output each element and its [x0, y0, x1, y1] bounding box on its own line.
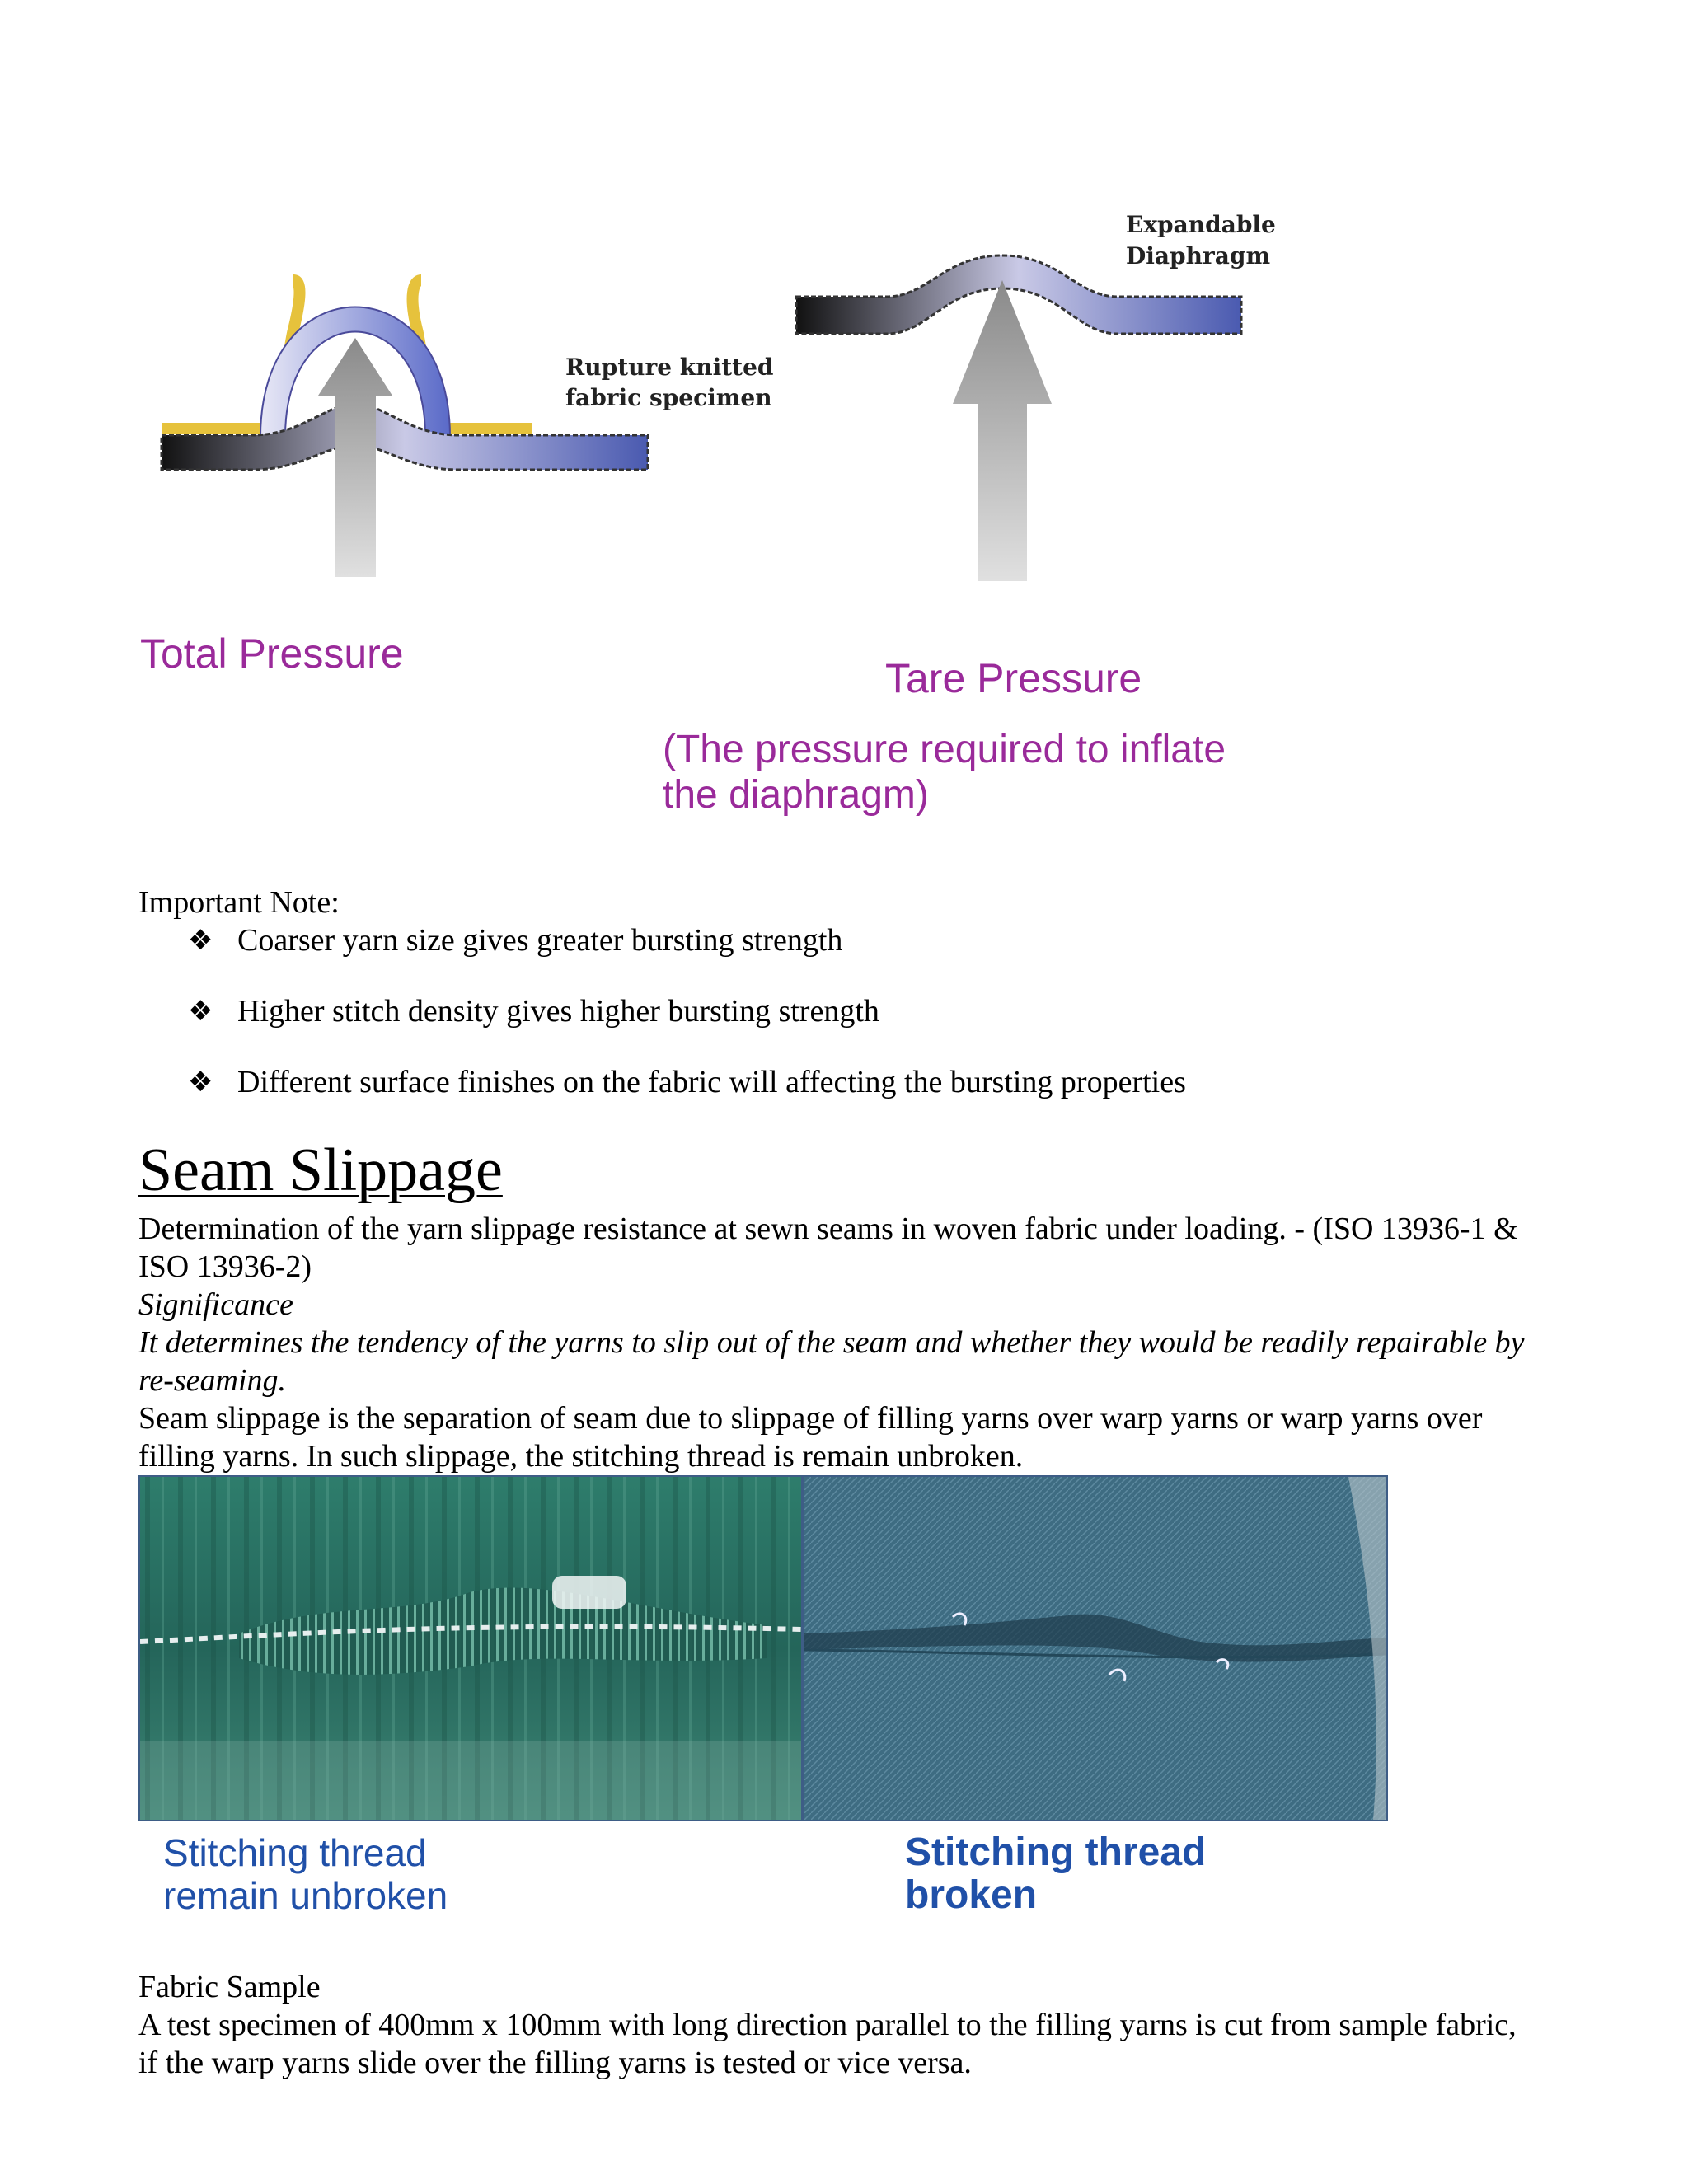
- list-item: [188, 1063, 1186, 1101]
- bursting-diagram: [137, 198, 1406, 857]
- diamond-bullet-icon: ❖: [188, 995, 213, 1028]
- diamond-bullet-icon: ❖: [188, 924, 213, 957]
- caption-unbroken-line1: Stitching thread: [163, 1831, 427, 1874]
- flat-bar-left: [162, 404, 648, 470]
- caption-unbroken: [163, 1831, 448, 1917]
- total-pressure-label: Total Pressure: [140, 630, 404, 677]
- tare-pressure-label: Tare Pressure: [885, 655, 1142, 701]
- list-item-text: Higher stitch density gives higher bursting strength: [237, 994, 879, 1029]
- important-note-title: Important Note:: [138, 885, 340, 920]
- light-patch: [552, 1576, 626, 1609]
- caption-broken: [905, 1831, 1206, 1917]
- tare-note-line1: (The pressure required to inflate: [663, 728, 1226, 771]
- significance-label: Significance: [138, 1287, 293, 1322]
- seam-definition: Seam slippage is the separation of seam due to slippage of filling yarns over warp yarns or warp yarns over filling yarns. In such slippage, the stitching thread is remain unbroken.: [138, 1401, 1483, 1474]
- diamond-bullet-icon: ❖: [188, 1066, 213, 1099]
- important-note-list: [188, 921, 1186, 1134]
- right-diaphragm-figure: [796, 255, 1241, 581]
- section-heading: Seam Slippage: [138, 1137, 503, 1204]
- list-item: [188, 992, 1186, 1030]
- label-expandable-2: Diaphragm: [1126, 242, 1271, 269]
- tare-note-line2: the diaphragm): [663, 773, 929, 817]
- label-expandable-1: Expandable: [1126, 211, 1276, 238]
- list-item: [188, 921, 1186, 959]
- caption-unbroken-line2: remain unbroken: [163, 1874, 448, 1917]
- significance-text: It determines the tendency of the yarns to slip out of the seam and whether they would be readily repairable by re-seaming.: [138, 1325, 1525, 1398]
- fabric-sample-title: Fabric Sample: [138, 1970, 321, 2004]
- arrow-right: [953, 280, 1052, 581]
- caption-broken-line1: Stitching thread: [905, 1830, 1207, 1874]
- left-diaphragm-figure: [162, 280, 648, 577]
- fabric-sample-text: A test specimen of 400mm x 100mm with long direction parallel to the filling yarns is cut from sample fabric, if the warp yarns slide over the filling yarns is tested or vice versa.: [138, 2008, 1517, 2080]
- photo-thread-unbroken: [138, 1475, 803, 1821]
- seam-description: Determination of the yarn slippage resistance at sewn seams in woven fabric under loading. - (ISO 13936-1 & ISO 13936-2): [138, 1212, 1518, 1284]
- photo-thread-broken: [803, 1475, 1388, 1821]
- arrow-left: [318, 338, 392, 577]
- list-item-text: Coarser yarn size gives greater bursting strength: [237, 923, 843, 958]
- label-rupture-2: fabric specimen: [565, 384, 772, 411]
- caption-broken-line2: broken: [905, 1873, 1038, 1917]
- label-rupture-1: Rupture knitted: [565, 354, 774, 381]
- list-item-text: Different surface finishes on the fabric will affecting the bursting properties: [237, 1065, 1186, 1099]
